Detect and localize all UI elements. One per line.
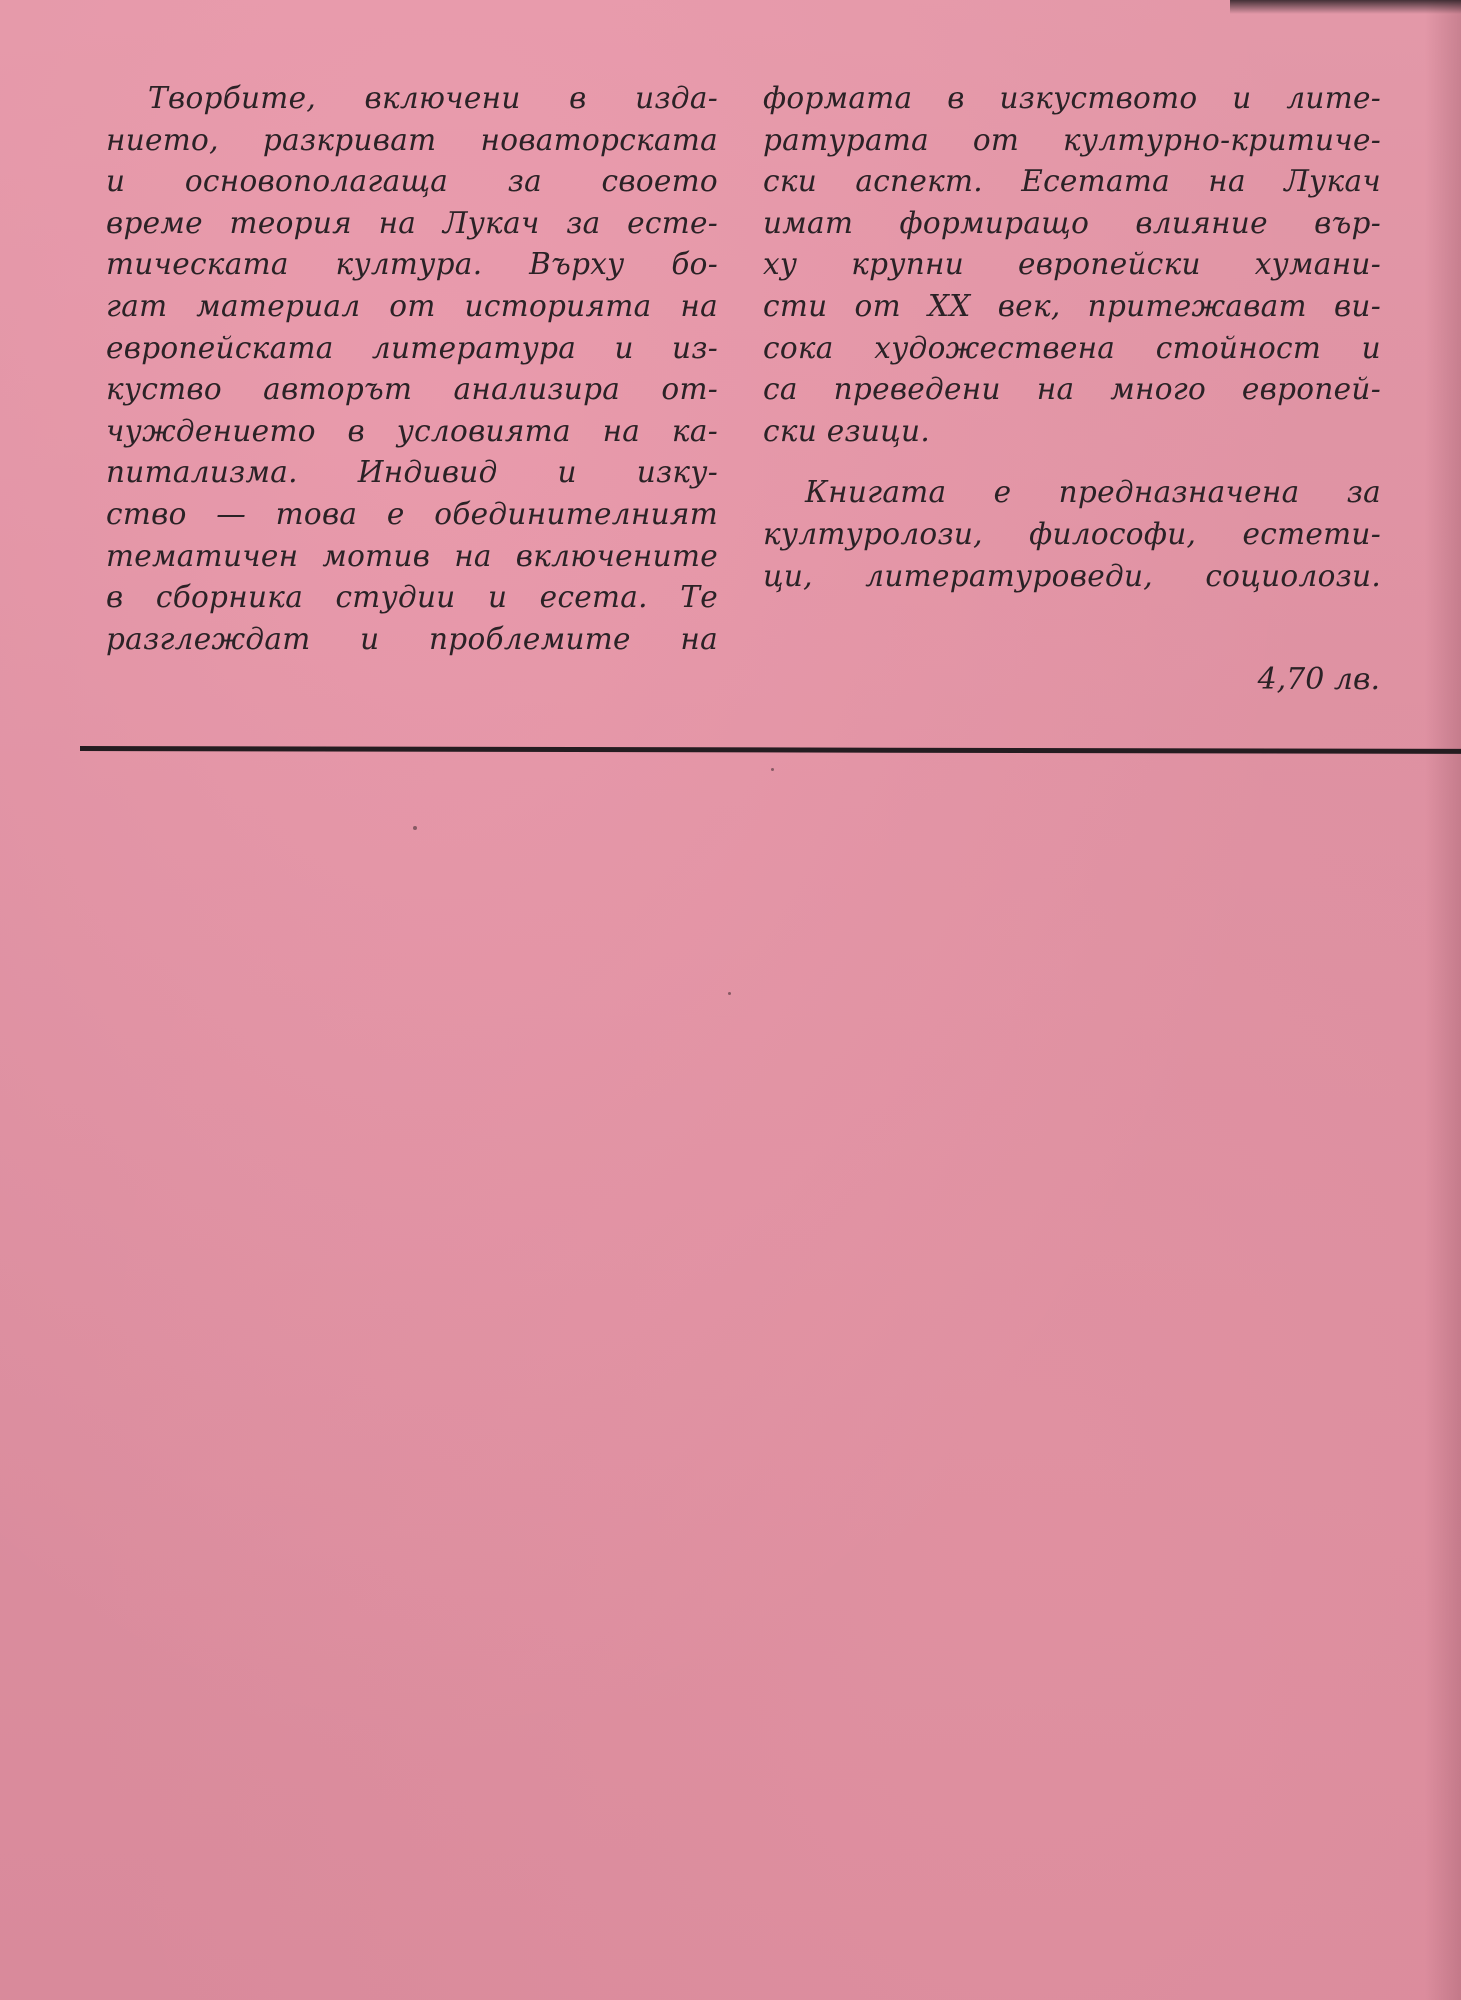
audience-line: културолози, философи, естети- [763,516,1381,551]
blurb-line: в сборника студии и есета. Те [106,580,718,615]
blurb-line: са преведени на много европей- [763,372,1381,407]
horizontal-divider [80,746,1461,754]
blurb-line: сока художествена стойност и [763,330,1381,365]
paragraph-gap [763,452,1381,472]
blurb-line: ски аспект. Есетата на Лукач [763,164,1381,199]
blurb-line: тическата култура. Върху бо- [106,247,718,282]
blurb-line: Творбите, включени в изда- [148,81,718,115]
blurb-left-column [106,78,718,660]
blurb-line: чуждението в условията на ка- [106,413,718,448]
cover-top-edge [1230,0,1461,14]
paper-speck [728,992,731,995]
blurb-line: формата в изкуството и лите- [763,81,1381,115]
price-label: 4,70 лв. [1257,662,1380,697]
blurb-line: тематичен мотив на включените [106,538,718,573]
blurb-right-column [763,78,1381,597]
paper-speck [413,826,417,830]
blurb-line: питализма. Индивид и изку- [106,455,718,490]
audience-line: ци, литературоведи, социолози. [763,558,1381,593]
blurb-line: време теория на Лукач за есте- [106,205,718,240]
blurb-line: куство авторът анализира от- [106,372,718,407]
blurb-line: ху крупни европейски хумани- [763,247,1381,282]
blurb-line: сти от XX век, притежават ви- [763,288,1381,323]
blurb-line: разглеждат и проблемите на [106,621,718,656]
paper-speck [771,768,774,771]
cover-edge-shadow [1425,0,1461,2000]
blurb-line: нието, разкриват новаторската [106,122,718,157]
blurb-line: ратурата от културно-критиче- [763,122,1381,157]
blurb-line: ски езици. [763,413,931,448]
audience-line: Книгата е предназначена за [805,475,1381,510]
blurb-line: и основополагаща за своето [106,164,718,199]
blurb-line: европейската литература и из- [106,330,718,365]
blurb-line: ство — това е обединителният [106,496,718,531]
blurb-line: гат материал от историята на [106,288,718,323]
blurb-line: имат формиращо влияние вър- [763,205,1381,240]
